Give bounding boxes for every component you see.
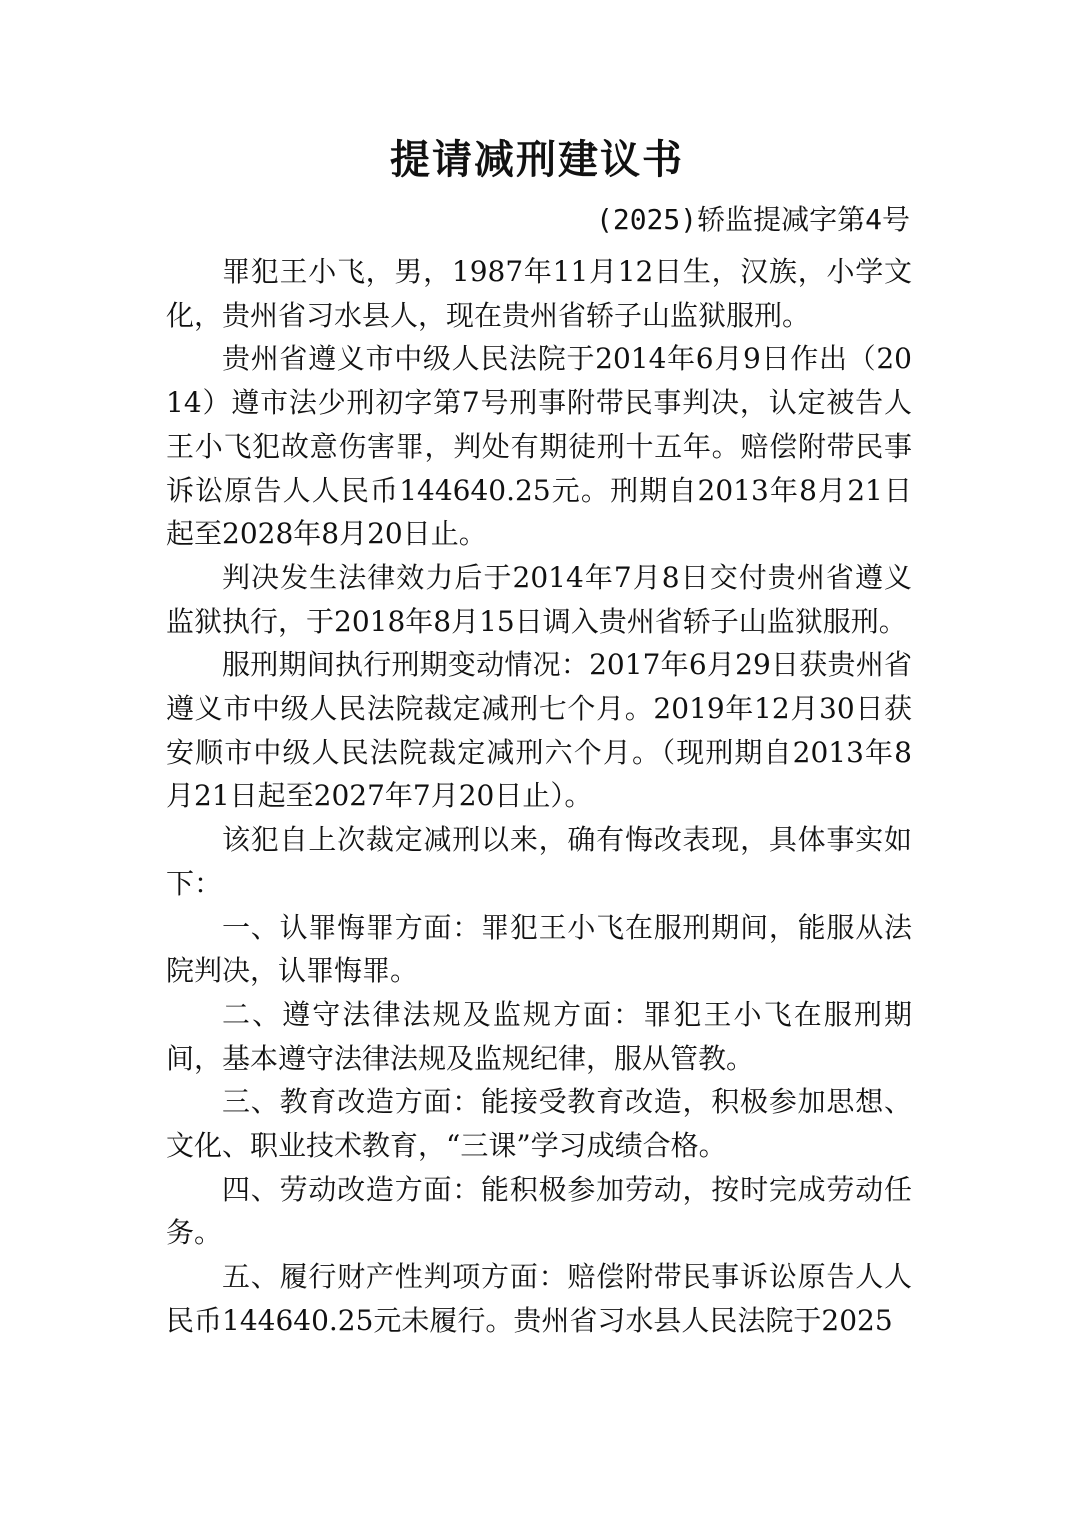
paragraph-item-5-property: 五、履行财产性判项方面：赔偿附带民事诉讼原告人人民币144640.25元未履行。贵州省习水县人民法院于2025 xyxy=(166,1260,912,1337)
document-number: (2025)轿监提减字第4号 xyxy=(595,203,910,236)
paragraph-item-3-education: 三、教育改造方面：能接受教育改造，积极参加思想、文化、职业技术教育，“三课”学习成绩合格。 xyxy=(166,1085,912,1163)
paragraph-item-1-plead-guilty: 一、认罪悔罪方面：罪犯王小飞在服刑期间，能服从法院判决，认罪悔罪。 xyxy=(166,910,912,988)
paragraph-item-4-labor: 四、劳动改造方面：能积极参加劳动，按时完成劳动任务。 xyxy=(166,1172,912,1250)
paragraph-execution: 判决发生法律效力后于2014年7月8日交付贵州省遵义监狱执行，于2018年8月15日调入贵州省轿子山监狱服刑。 xyxy=(166,560,912,638)
document-title: 提请减刑建议书 xyxy=(390,136,684,183)
paragraph-repentance-intro: 该犯自上次裁定减刑以来，确有悔改表现，具体事实如下： xyxy=(166,823,912,900)
paragraph-original-judgment: 贵州省遵义市中级人民法院于2014年6月9日作出（2014）遵市法少刑初字第7号刑事附带民事判决，认定被告人王小飞犯故意伤害罪，判处有期徒刑十五年。赔偿附带民事诉讼原告人人民币144640.25元。刑期自2013年8月21日起至2028年8月20日止。 xyxy=(166,342,912,551)
document-body xyxy=(166,250,912,1343)
paragraph-item-2-obey-rules: 二、遵守法律法规及监规方面：罪犯王小飞在服刑期间，基本遵守法律法规及监规纪律，服从管教。 xyxy=(166,997,912,1075)
paragraph-sentence-changes: 服刑期间执行刑期变动情况：2017年6月29日获贵州省遵义市中级人民法院裁定减刑七个月。2019年12月30日获安顺市中级人民法院裁定减刑六个月。（现刑期自2013年8月21日起至2027年7月20日止）。 xyxy=(166,648,912,813)
paragraph-criminal-info: 罪犯王小飞，男，1987年11月12日生，汉族，小学文化，贵州省习水县人，现在贵州省轿子山监狱服刑。 xyxy=(166,255,912,332)
